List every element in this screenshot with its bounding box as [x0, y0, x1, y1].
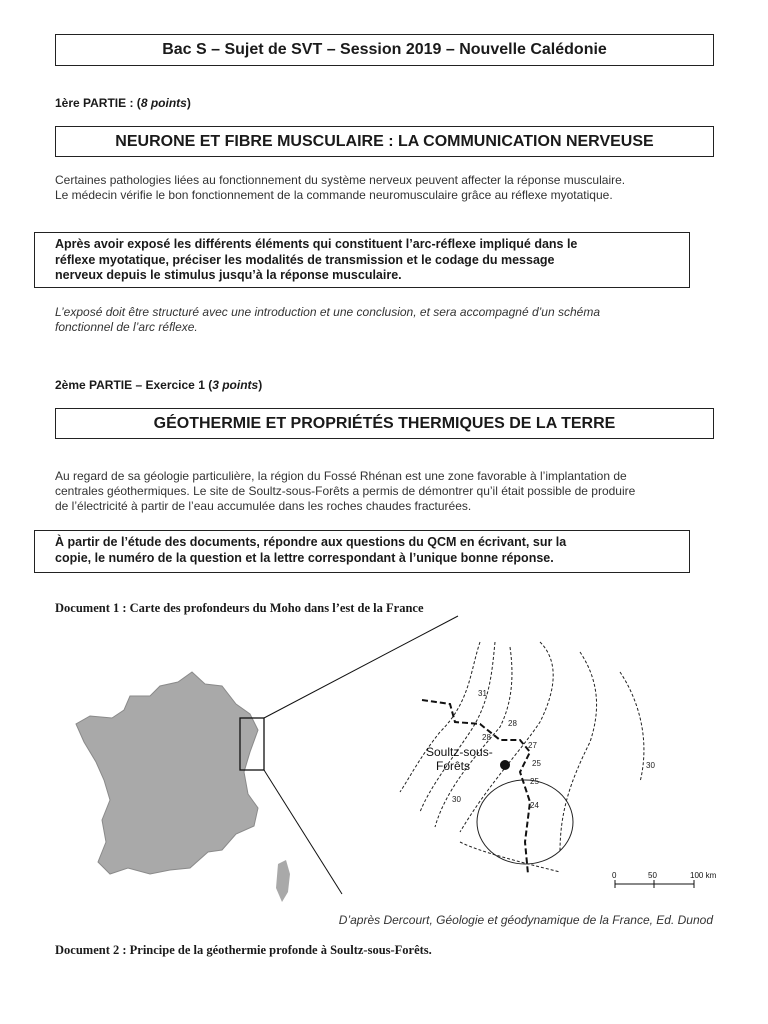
scale-label: 0 [612, 871, 617, 880]
contour-label: 27 [528, 741, 537, 750]
part2-task-box: À partir de l’étude des documents, répondre aux questions du QCM en écrivant, sur la copie, le numéro de la question et la lettre correspondant à l’unique bonne réponse. [34, 530, 690, 573]
doc1-title: Document 1 : Carte des profondeurs du Moho dans l’est de la France [55, 601, 424, 615]
part2-intro: Au regard de sa géologie particulière, la région du Fossé Rhénan est une zone favorable à l’implantation de centrales géothermiques. Le site de Soultz-sous-Forêts a permis de démontrer qu’il était possible de produire de l’électricité à partir de l’eau accumulée dans les roches chaudes fracturées. [55, 469, 636, 513]
document-title: Bac S – Sujet de SVT – Session 2019 – Nouvelle Calédonie [162, 41, 607, 58]
part1-heading-box [55, 126, 714, 157]
contour-label: 25 [532, 759, 541, 768]
document-header [55, 34, 714, 66]
contour-label: 28 [508, 719, 517, 728]
soultz-city-dot [500, 760, 510, 770]
contour-line [620, 672, 644, 782]
part2-heading-box [55, 408, 714, 439]
contour-line [435, 647, 512, 827]
part2-label: 2ème PARTIE – Exercice 1 (3 points) [55, 378, 263, 392]
part1-intro: Certaines pathologies liées au fonctionnement du système nerveux peuvent affecter la réponse musculaire. Le médecin vérifie le bon fonctionnement de la commande neuromusculaire grâce au réflexe myotatique. [55, 173, 626, 202]
doc1-credit: D’après Dercourt, Géologie et géodynamique de la France, Ed. Dunod [338, 913, 713, 927]
part2-heading: GÉOTHERMIE ET PROPRIÉTÉS THERMIQUES DE LA TERRE [153, 414, 616, 432]
contour-label: 30 [452, 795, 461, 804]
zoom-line-top [264, 616, 458, 718]
doc2-title: Document 2 : Principe de la géothermie profonde à Soultz-sous-Forêts. [55, 943, 432, 957]
contour-label: 31 [478, 689, 487, 698]
corsica-shape [276, 860, 290, 902]
scale-label: 50 [648, 871, 657, 880]
city-label-line2: Forêts [436, 759, 471, 773]
city-label-line1: Soultz-sous- [426, 745, 493, 759]
scale-bar [612, 871, 717, 888]
part1-task-box: Après avoir exposé les différents éléments qui constituent l’arc-réflexe impliqué dans le réflexe myotatique, préciser les modalités de transmission et le codage du message nerveux depuis le stimulus jusqu’à la réponse musculaire. [34, 232, 690, 288]
moho-depth-map [0, 612, 768, 912]
part1-note: L’exposé doit être structuré avec une introduction et une conclusion, et sera accompagné d’un schéma fonctionnel de l’arc réflexe. [55, 305, 600, 334]
contour-label: 25 [530, 777, 539, 786]
contour-line [460, 842, 560, 872]
part1-heading: NEURONE ET FIBRE MUSCULAIRE : LA COMMUNICATION NERVEUSE [115, 132, 654, 150]
part1-label: 1ère PARTIE : (8 points) [55, 96, 191, 110]
contour-label: 28 [482, 733, 491, 742]
scale-label: 100 km [690, 871, 717, 880]
france-map-shape [76, 672, 258, 874]
contour-line [460, 642, 553, 832]
contour-label: 24 [530, 801, 539, 810]
contour-label: 30 [646, 761, 655, 770]
contour-line [560, 652, 597, 852]
zoom-line-bottom [264, 770, 342, 894]
